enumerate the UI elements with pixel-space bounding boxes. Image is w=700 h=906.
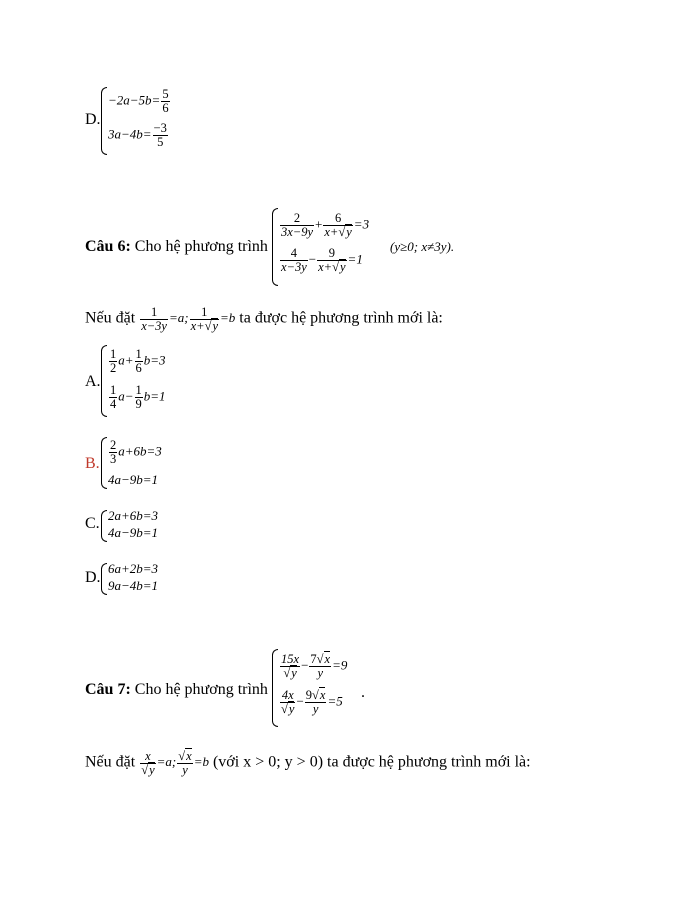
q7-title: Câu 7:	[85, 681, 131, 698]
q7-end-period: .	[361, 684, 365, 701]
q6-sub-a: $\frac{1}{x-3y}$ =a;	[141, 305, 189, 333]
q6-eq2: $\frac{4}{x-3y}$ − $\frac{9}{x+√y}$ =1	[281, 246, 363, 274]
q6-option-a-eq2: $\frac{1}{4}$ a− $\frac{1}{9}$ b=1	[110, 383, 166, 411]
q6-option-d-eq2: 9a−4b=1	[108, 578, 159, 593]
q6-option-c-label: C.	[85, 515, 100, 532]
q7-sub-post: (với x > 0; y > 0) ta được hệ phương trình mới là:	[212, 753, 531, 771]
q6-option-a-brace	[101, 345, 107, 417]
q6-option-a-label: A.	[85, 373, 101, 390]
option-d-prev-label: D.	[85, 111, 101, 128]
q6-option-c-eq2: 4a−9b=1	[108, 525, 159, 540]
option-d-prev-eq1: −2a−5b= $\frac{5}{6}$	[108, 87, 169, 115]
q6-system-brace	[272, 208, 278, 286]
q6-sub-post: ta được hệ phương trình mới là:	[239, 309, 443, 327]
q6-condition: (y≥0; x≠3y).	[390, 239, 455, 254]
q7-eq2: $\frac{4x}{√y}$ − $\frac{9√x}{y}$ =5	[281, 688, 343, 716]
q7-substitution	[85, 750, 531, 777]
q6-option-d-label: D.	[85, 569, 101, 586]
q6-option-d-eq1: 6a+2b=3	[108, 561, 159, 576]
q7-intro: Cho hệ phương trình	[134, 681, 268, 698]
q6-option-b-eq2: 4a−9b=1	[108, 472, 159, 487]
q7-heading	[85, 681, 268, 699]
q6-option-b-label: B.	[85, 455, 100, 472]
q7-sub-b: $\frac{√x}{y}$ =b	[178, 749, 209, 777]
q7-sub-a: $\frac{x}{√y}$ =a;	[141, 749, 177, 777]
q6-option-a-eq1: $\frac{1}{2}$ a+ $\frac{1}{6}$ b=3	[110, 347, 166, 375]
q6-option-d-brace	[101, 563, 107, 595]
q7-system-brace	[272, 649, 278, 727]
q6-option-b-eq1: $\frac{2}{3}$ a+6b=3	[110, 438, 162, 466]
option-d-prev-brace	[101, 87, 107, 155]
q6-substitution	[85, 306, 443, 333]
q6-option-c-brace	[101, 510, 107, 542]
option-d-prev-eq2: 3a−4b= $\frac{-3}{5}$	[108, 121, 167, 149]
q7-eq1: $\frac{15x}{√y}$ − $\frac{7√x}{y}$ =9	[281, 652, 348, 680]
q6-sub-b: $\frac{1}{x+√y}$ =b	[190, 305, 236, 333]
q6-title: Câu 6:	[85, 238, 131, 255]
q6-option-b-brace	[101, 437, 107, 489]
q7-sub-pre: Nếu đặt	[85, 753, 136, 771]
q6-sub-pre: Nếu đặt	[85, 309, 136, 327]
q6-option-c-eq1: 2a+6b=3	[108, 508, 159, 523]
q6-heading	[85, 238, 268, 256]
q6-eq1: $\frac{2}{3x-9y}$ + $\frac{6}{x+√y}$ =3	[281, 211, 370, 239]
q6-intro: Cho hệ phương trình	[134, 238, 268, 255]
